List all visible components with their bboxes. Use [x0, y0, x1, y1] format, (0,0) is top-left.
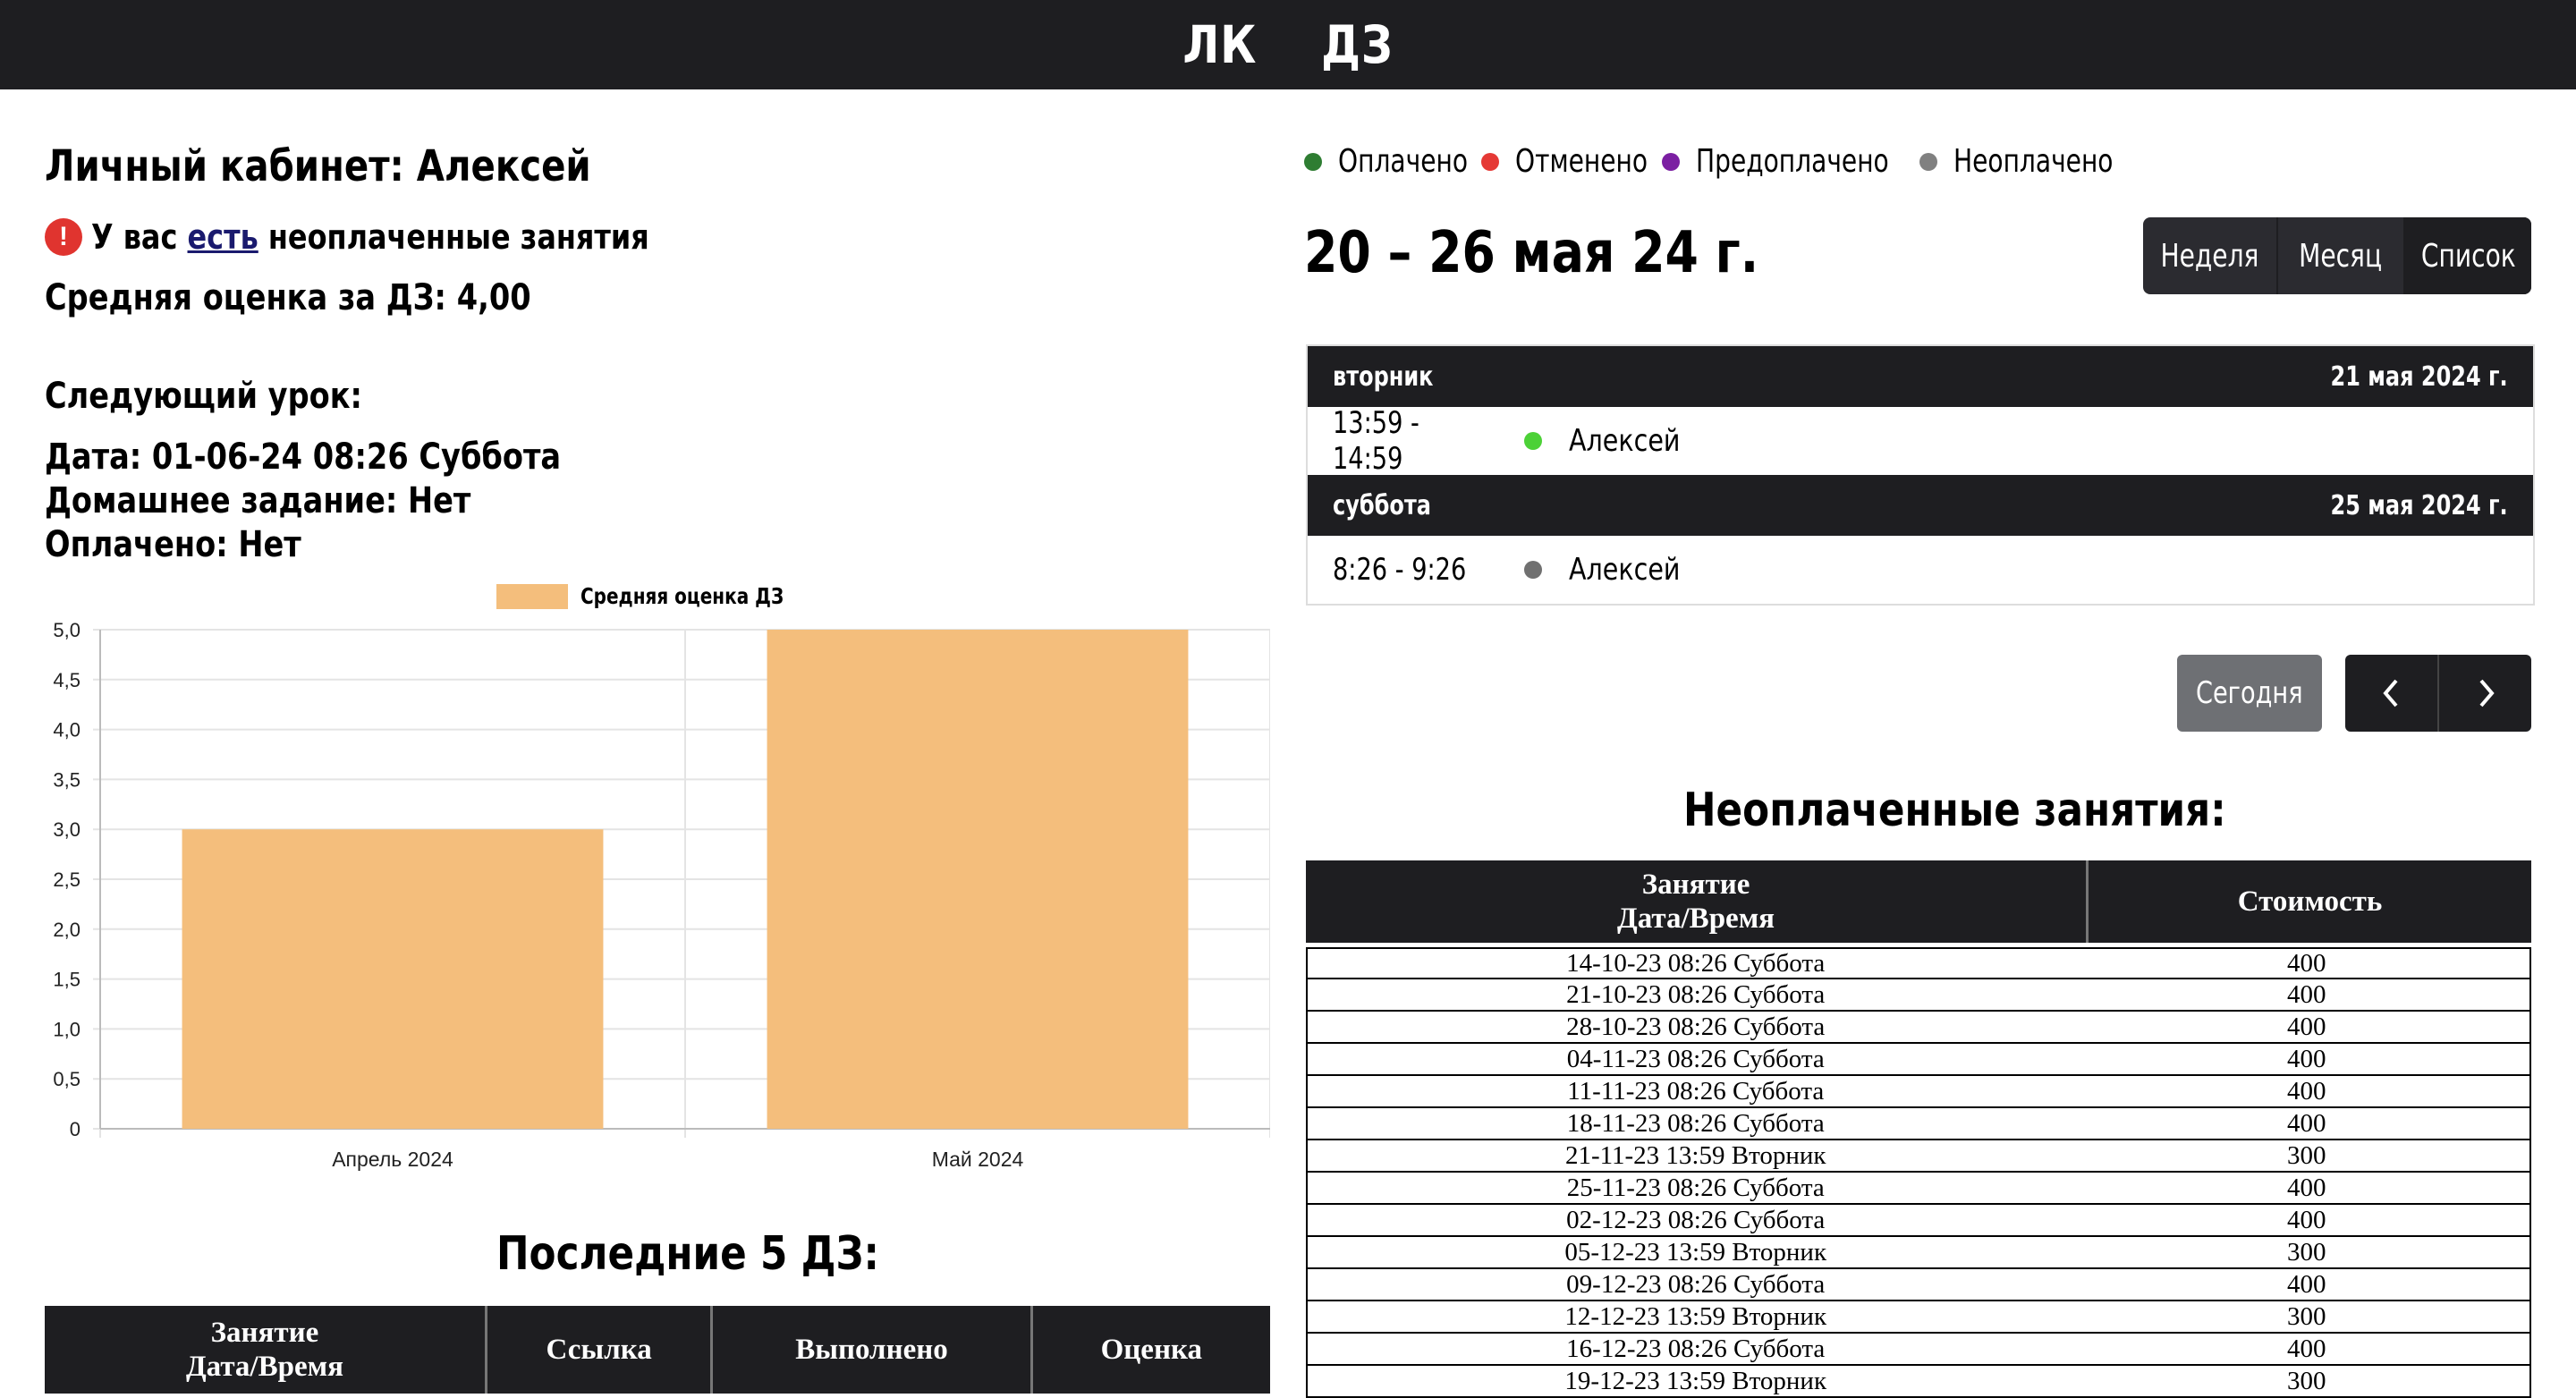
calendar-event[interactable] — [1308, 536, 2533, 604]
y-tick-label: 5,0 — [53, 619, 80, 641]
chevron-left-icon — [2378, 675, 2405, 711]
status-dot — [1481, 153, 1499, 171]
table-row — [1306, 1205, 2531, 1237]
bar — [182, 829, 604, 1129]
table-row — [1306, 1140, 2531, 1173]
day-header — [1308, 475, 2533, 536]
calendar-nav — [2345, 655, 2531, 732]
cell-cost: 300 — [2286, 1366, 2326, 1395]
table-row — [1306, 1012, 2531, 1044]
cell-cost: 300 — [2286, 1301, 2326, 1331]
grade-chart — [45, 572, 1270, 1181]
exclamation-icon: ! — [45, 218, 82, 256]
cell-cost: 400 — [2286, 1076, 2326, 1106]
cell-lesson-datetime: 19-12-23 13:59 Вторник — [1564, 1366, 1827, 1395]
unpaid-table-header — [1306, 860, 2531, 943]
cell-lesson-datetime: 12-12-23 13:59 Вторник — [1564, 1301, 1827, 1331]
grade-chart-svg — [45, 572, 1270, 1181]
status-dot — [1304, 153, 1322, 171]
table-row — [1306, 1237, 2531, 1269]
cell-cost: 300 — [2286, 1140, 2326, 1170]
col-lesson-datetime: Занятие Дата/Время — [1306, 860, 2089, 943]
last-hw-table-header — [45, 1306, 1270, 1394]
table-row — [1306, 947, 2531, 979]
view-list-button[interactable]: Список — [2405, 217, 2531, 294]
calendar-event[interactable] — [1308, 407, 2533, 475]
legend-cancelled: Отменено — [1481, 143, 1631, 180]
cell-cost: 400 — [2286, 1269, 2326, 1299]
y-tick-label: 4,5 — [53, 668, 80, 691]
cell-lesson-datetime: 04-11-23 08:26 Суббота — [1566, 1044, 1825, 1073]
view-switcher — [2143, 217, 2531, 294]
y-tick-label: 0 — [69, 1118, 80, 1140]
event-status-dot — [1524, 432, 1542, 450]
cell-cost: 400 — [2286, 948, 2326, 978]
col-grade: Оценка — [1100, 1334, 1202, 1366]
event-time: 13:59 - 14:59 — [1333, 405, 1419, 477]
calendar-range-title: 20 – 26 мая 24 г. — [1304, 220, 1759, 286]
next-lesson-date: Дата: 01-06-24 08:26 Суббота — [45, 436, 562, 478]
next-lesson-homework: Домашнее задание: Нет — [45, 480, 471, 521]
avg-grade: Средняя оценка за ДЗ: 4,00 — [45, 277, 531, 318]
cell-cost: 400 — [2286, 1173, 2326, 1202]
prev-button[interactable] — [2345, 655, 2439, 732]
cell-lesson-datetime: 25-11-23 08:26 Суббота — [1566, 1173, 1825, 1202]
table-row — [1306, 1108, 2531, 1140]
day-weekday[interactable]: суббота — [1333, 489, 1431, 521]
calendar-list — [1306, 344, 2535, 606]
col-done: Выполнено — [713, 1306, 1032, 1394]
top-nav — [0, 0, 2576, 89]
x-tick-label: Май 2024 — [931, 1148, 1024, 1171]
event-time: 8:26 - 9:26 — [1333, 552, 1467, 588]
y-tick-label: 3,5 — [53, 768, 80, 792]
y-tick-label: 1,5 — [53, 968, 80, 991]
col-cost: Стоимость — [2237, 885, 2383, 918]
y-tick-label: 0,5 — [53, 1068, 80, 1091]
status-dot — [1662, 153, 1680, 171]
cell-cost: 400 — [2286, 1012, 2326, 1041]
day-date[interactable]: 21 мая 2024 г. — [2330, 360, 2508, 393]
cell-cost: 400 — [2286, 979, 2326, 1009]
y-tick-label: 1,0 — [53, 1018, 80, 1041]
cell-lesson-datetime: 21-10-23 08:26 Суббота — [1566, 979, 1826, 1009]
table-row — [1306, 1301, 2531, 1334]
cell-lesson-datetime: 21-11-23 13:59 Вторник — [1564, 1140, 1826, 1170]
warning-text: У вас есть неоплаченные занятия — [91, 217, 649, 257]
cell-lesson-datetime: 11-11-23 08:26 Суббота — [1567, 1076, 1825, 1106]
col-link: Ссылка — [487, 1306, 713, 1394]
cell-lesson-datetime: 09-12-23 08:26 Суббота — [1566, 1269, 1826, 1299]
cell-cost: 400 — [2286, 1108, 2326, 1138]
legend-unpaid: Неоплачено — [1919, 143, 2105, 180]
nav-link-dz[interactable]: ДЗ — [1321, 14, 1394, 75]
event-status-dot — [1524, 561, 1542, 579]
table-row — [1306, 979, 2531, 1012]
legend-paid: Оплачено — [1304, 143, 1451, 180]
last-hw-title: Последние 5 ДЗ: — [496, 1227, 879, 1281]
view-month-button[interactable]: Месяц — [2278, 217, 2406, 294]
cell-cost: 400 — [2286, 1334, 2326, 1363]
today-button[interactable]: Сегодня — [2177, 655, 2322, 732]
table-row — [1306, 1173, 2531, 1205]
day-date[interactable]: 25 мая 2024 г. — [2330, 489, 2508, 521]
unpaid-title: Неоплаченные занятия: — [1683, 784, 2226, 837]
view-week-button[interactable]: Неделя — [2143, 217, 2278, 294]
cell-lesson-datetime: 02-12-23 08:26 Суббота — [1566, 1205, 1826, 1234]
table-row — [1306, 1044, 2531, 1076]
nav-link-lk[interactable]: ЛК — [1182, 14, 1258, 75]
cell-cost: 400 — [2286, 1205, 2326, 1234]
status-legend — [1304, 143, 2135, 180]
next-button[interactable] — [2439, 655, 2531, 732]
cell-lesson-datetime: 16-12-23 08:26 Суббота — [1566, 1334, 1826, 1363]
cell-lesson-datetime: 05-12-23 13:59 Вторник — [1564, 1237, 1827, 1267]
page-title: Личный кабинет: Алексей — [45, 141, 591, 191]
x-tick-label: Апрель 2024 — [332, 1148, 453, 1171]
unpaid-link[interactable]: есть — [187, 217, 258, 257]
legend-label: Средняя оценка ДЗ — [580, 583, 784, 609]
cell-lesson-datetime: 28-10-23 08:26 Суббота — [1566, 1012, 1826, 1041]
cell-lesson-datetime: 14-10-23 08:26 Суббота — [1566, 948, 1826, 978]
unpaid-warning — [45, 217, 756, 257]
event-title: Алексей — [1569, 552, 1681, 588]
status-dot — [1919, 153, 1937, 171]
unpaid-table-body — [1306, 947, 2531, 1398]
table-row — [1306, 1334, 2531, 1366]
cell-cost: 400 — [2286, 1044, 2326, 1073]
legend-prepaid: Предоплачено — [1662, 143, 1890, 180]
col-lesson-datetime: Занятие Дата/Время — [45, 1306, 487, 1394]
cell-cost: 300 — [2286, 1237, 2326, 1267]
next-lesson-paid: Оплачено: Нет — [45, 524, 301, 565]
bar — [767, 630, 1189, 1129]
chevron-right-icon — [2472, 675, 2499, 711]
y-tick-label: 4,0 — [53, 718, 80, 741]
cell-lesson-datetime: 18-11-23 08:26 Суббота — [1566, 1108, 1825, 1138]
table-row — [1306, 1269, 2531, 1301]
y-tick-label: 3,0 — [53, 818, 80, 842]
y-tick-label: 2,0 — [53, 918, 80, 941]
y-tick-label: 2,5 — [53, 868, 80, 891]
table-row — [1306, 1076, 2531, 1108]
day-weekday[interactable]: вторник — [1333, 360, 1434, 393]
day-header — [1308, 346, 2533, 407]
next-lesson-title: Следующий урок: — [45, 376, 362, 417]
event-title: Алексей — [1569, 423, 1681, 459]
